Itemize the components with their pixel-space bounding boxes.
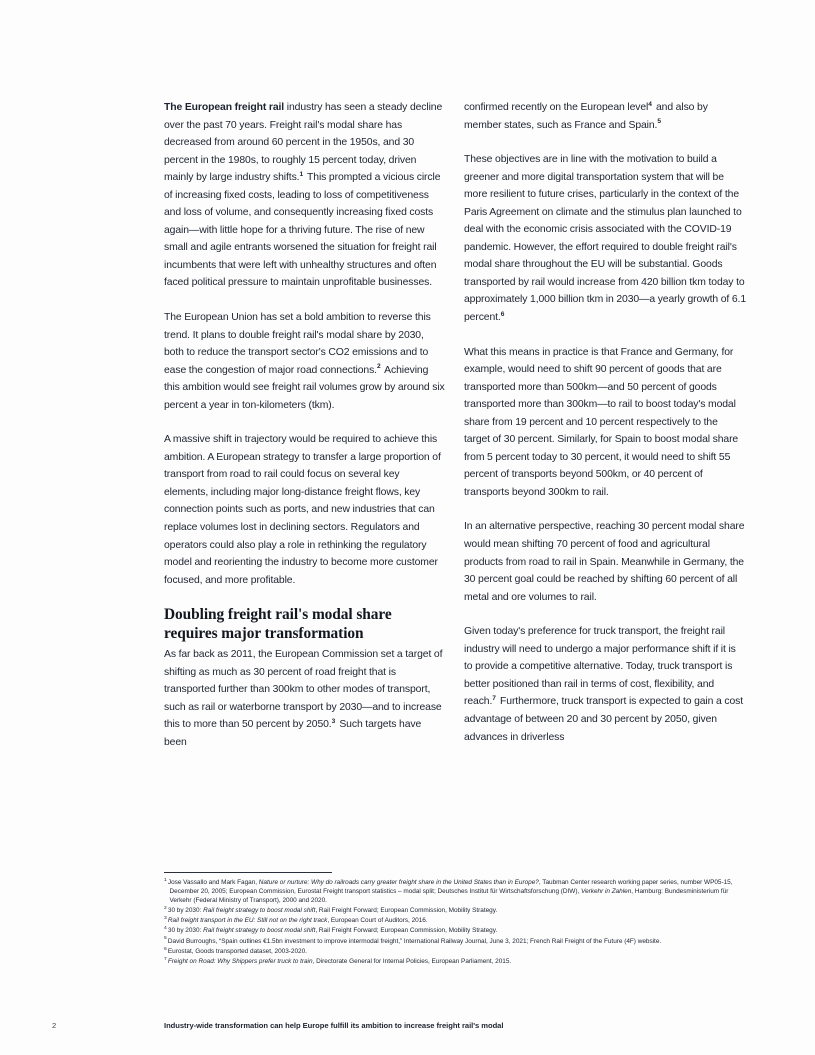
footnote-ref-4[interactable]: 4: [648, 100, 652, 108]
paragraph-2011-target-b: Such targets have been: [164, 719, 422, 748]
paragraph-confirmed: [464, 99, 746, 134]
footnote-number: 6: [164, 946, 167, 952]
paragraph-objectives: [464, 151, 746, 326]
paragraph-massive-shift: A massive shift in trajectory would be required to achieve this ambition. A European strategy to transfer a large proportion of transport from road to rail could focus on several key elements, including major long-distance freight flows, key connection points such as ports, and new industries that can replace volumes lost in declining sectors. Regulators and operators could also play a role in rethinking the regulatory model and reorienting the industry to become more customer focused, and more profitable.: [164, 434, 441, 586]
footnote-number: 4: [164, 926, 167, 932]
paragraph-eu-ambition-a: The European Union has set a bold ambition to reverse this trend. It plans to double freight rail's modal share by 2030, both to reduce the transport sector's CO2 emissions and to ease the congestion of major road connections.: [164, 312, 431, 376]
footnote-entry: [164, 937, 747, 946]
footnote-ref-3[interactable]: 3: [331, 717, 336, 725]
footnote-text: Eurostat, Goods transported dataset, 2003-2020.: [167, 947, 307, 955]
footnote-title-italic: Rail freight transport in the EU: Still not on the right track: [167, 917, 328, 925]
footnote-ref-2[interactable]: 2: [376, 363, 381, 371]
footnote-text: , Hamburg: Bundesministerium für Verkehr (Federal Ministry of Transport), 2000 and 2020.: [169, 888, 729, 905]
footnote-title-italic: Freight on Road: Why Shippers prefer truck to train: [167, 957, 313, 965]
footnotes-block: [164, 872, 747, 967]
footnote-entry: [164, 926, 747, 935]
footnote-text: , Directorate General for Internal Policies, European Parliament, 2015.: [312, 957, 512, 965]
footnote-ref-6[interactable]: 6: [500, 310, 505, 318]
paragraph-2011-target: [164, 646, 446, 751]
paragraph-intro-tail: This prompted a vicious circle of increasing fixed costs, leading to loss of competitiveness and loss of volume, and consequently increasing fixed costs again—with little hope for a thriving future. The rise of new small and agile entrants worsened the situation for freight rail incumbents that were left with unhealthy structures and often faced political pressure to maintain unprofitable businesses.: [164, 172, 441, 289]
footnote-number: 1: [164, 877, 167, 883]
footnote-text: , Rail Freight Forward; European Commission, Mobility Strategy.: [315, 927, 498, 935]
footnote-text: Jose Vassallo and Mark Fagan,: [167, 879, 259, 886]
page-number: 2: [52, 1021, 57, 1030]
paragraph-truck-preference-b: Furthermore, truck transport is expected to gain a cost advantage of between 20 and 30 percent by 2050, given advances in driverless: [464, 696, 743, 743]
left-column: [164, 99, 446, 859]
right-column: [464, 99, 746, 859]
footnote-ref-5[interactable]: 5: [657, 118, 661, 126]
footnote-title-italic: Verkehr in Zahlen: [581, 888, 632, 896]
footnote-text: , Rail Freight Forward; European Commission, Mobility Strategy.: [315, 907, 498, 915]
footnote-ref-1[interactable]: 1: [299, 170, 304, 178]
paragraph-france-germany: What this means in practice is that France and Germany, for example, would need to shift 90 percent of goods that are transported more than 500km—and 50 percent of goods transported more than 300km—to rail to boost today's modal share from 19 percent and 10 percent respectively to the target of 30 percent. Similarly, for Spain to boost modal share from 5 percent today to 30 percent, it would need to shift 55 percent of transports beyond 500km, or 40 percent of transports beyond 300km to rail.: [464, 346, 739, 498]
footnote-number: 2: [164, 906, 167, 912]
footnote-list: [164, 878, 747, 966]
paragraph-truck-preference-a: Given today's preference for truck transport, the freight rail industry will need to undergo a major performance shift if it is to provide a competitive alternative. Today, truck transport is better positioned than rail in terms of cost, flexibility, and reach.: [464, 626, 736, 708]
paragraph-truck-preference: [464, 623, 746, 746]
footnote-text: , Taubman Center research working paper series, number WP05-15, December 20, 2005; European Commission, Eurostat Freight transport statistics – modal split; Deutsches Institut für Wirtschaftsforschung (DIW),: [169, 879, 733, 896]
footnote-text: 30 by 2030:: [167, 927, 204, 935]
paragraph-intro: [164, 99, 446, 292]
footnote-text: 30 by 2030:: [167, 907, 204, 915]
running-title: Industry-wide transformation can help Europe fulfill its ambition to increase freight rail's modal: [164, 1021, 504, 1030]
footnote-entry: [164, 878, 747, 905]
footnote-entry: [164, 906, 747, 915]
section-heading: Doubling freight rail's modal share requires major transformation: [164, 606, 392, 642]
paragraph-eu-ambition: [164, 309, 446, 414]
two-column-body: [164, 99, 746, 859]
footnote-separator-rule: [164, 872, 332, 873]
footnote-ref-7[interactable]: 7: [492, 694, 496, 702]
footnote-title-italic: Nature or nurture: Why do railroads carry greater freight share in the United States than in Europe?: [258, 879, 539, 886]
footnote-number: 3: [164, 916, 167, 922]
paragraph-objectives-a: These objectives are in line with the motivation to build a greener and more digital transportation system that will be more resilient to future crises, particularly in the context of the Paris Agreement on climate and the stimulus plan launched to deal with the economic crisis associated with the COVID-19 pandemic. However, the effort required to double freight rail's modal share throughout the EU will be substantial. Goods transported by rail would increase from 420 billion tkm today to approximately 1,000 billion tkm in 2030—a yearly growth of 6.1 percent.: [464, 154, 747, 324]
footnote-title-italic: Rail freight strategy to boost modal shift: [203, 927, 316, 935]
footnote-entry: [164, 916, 747, 925]
footnote-title-italic: Rail freight strategy to boost modal shift: [203, 907, 316, 915]
footnote-entry: [164, 957, 747, 966]
paragraph-eu-ambition-b: Achieving this ambition would see freight rail volumes grow by around six percent a year in ton-kilometers (tkm).: [164, 364, 445, 411]
footnote-text: David Burroughs, “Spain outlines €1.5bn investment to improve intermodal freight,” International Railway Journal, June 3, 2021; French Rail Freight of the Future (4F) website.: [167, 937, 662, 945]
footnote-number: 5: [164, 936, 167, 942]
lead-in-bold: The European freight rail: [164, 102, 285, 113]
paragraph-confirmed-b: and also by member states, such as France and Spain.: [464, 102, 708, 131]
paragraph-intro-text: industry has seen a steady decline over the past 70 years. Freight rail's modal share has decreased from around 60 percent in the 1950s, and 30 percent in the 1980s, to roughly 15 percent today, driven mainly by large industry shifts.: [164, 102, 443, 184]
page-footer: [0, 1021, 815, 1041]
footnote-text: , European Court of Auditors, 2016.: [327, 917, 428, 925]
footnote-entry: [164, 947, 747, 956]
footnote-number: 7: [164, 956, 167, 962]
paragraph-2011-target-a: As far back as 2011, the European Commission set a target of shifting as much as 30 percent of road freight that is transported further than 300km to other modes of transport, such as rail or waterborne transport by 2030—and to increase this to more than 50 percent by 2050.: [164, 649, 443, 731]
paragraph-confirmed-a: confirmed recently on the European level: [464, 102, 649, 113]
paragraph-alternative-perspective: In an alternative perspective, reaching 30 percent modal share would mean shifting 70 percent of food and agricultural products from road to rail in Spain. Meanwhile in Germany, the 30 percent goal could be reached by shifting 60 percent of all metal and ore volumes to rail.: [464, 521, 745, 603]
